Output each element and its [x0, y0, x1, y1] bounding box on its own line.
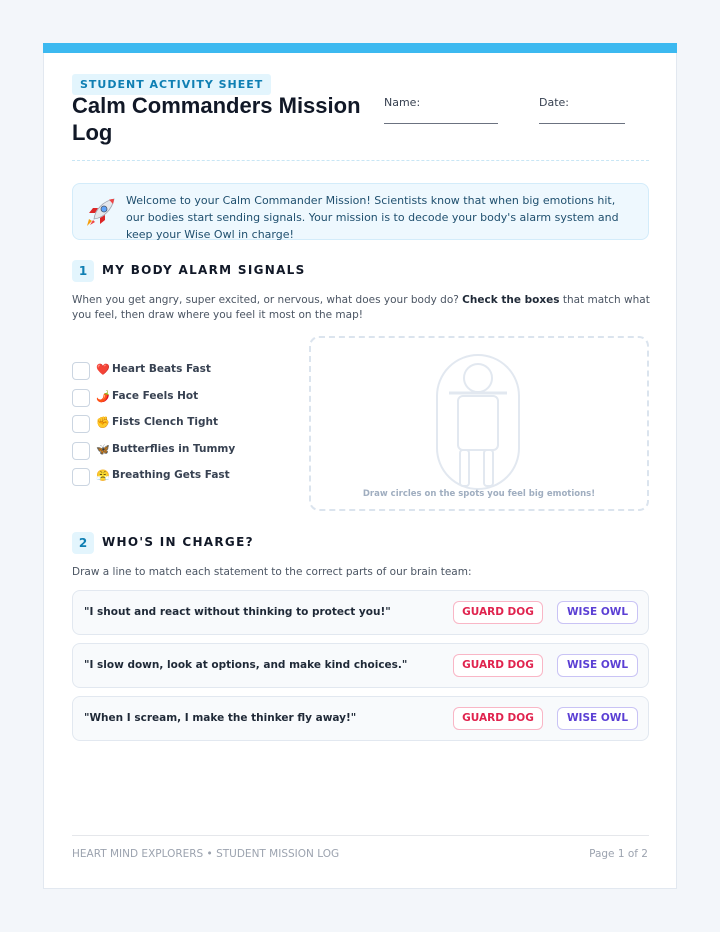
section-number: 1 — [72, 260, 94, 282]
checkbox[interactable] — [72, 442, 90, 460]
checkbox[interactable] — [72, 389, 90, 407]
page-number: Page 1 of 2 — [589, 848, 648, 860]
body-map-drawing-area[interactable] — [309, 336, 649, 511]
section-number: 2 — [72, 532, 94, 554]
guard-dog-option[interactable]: GUARD DOG — [453, 654, 543, 677]
section-1-instructions: When you get angry, super excited, or nervous, what does your body do? Check the boxes that match what you feel, then draw where you feel it most on the map! — [72, 294, 650, 321]
checklist-label: Fists Clench Tight — [112, 416, 218, 428]
match-row — [72, 590, 649, 635]
checklist-label: Breathing Gets Fast — [112, 469, 230, 481]
match-statement: "When I scream, I make the thinker fly away!" — [84, 712, 357, 724]
fist-icon: ✊ — [96, 417, 110, 429]
top-accent-bar — [43, 43, 677, 53]
match-statement: "I shout and react without thinking to protect you!" — [84, 606, 391, 618]
activity-sheet — [43, 43, 677, 889]
match-row — [72, 643, 649, 688]
date-label: Date: — [539, 96, 569, 109]
match-row — [72, 696, 649, 741]
wise-owl-option[interactable]: WISE OWL — [557, 654, 638, 677]
intro-text: Welcome to your Calm Commander Mission! Scientists know that when big emotions hit, our bodies start sending signals. Your mission is to decode your body's alarm system and keep your Wise Owl in charge! — [126, 194, 619, 241]
checkbox[interactable] — [72, 415, 90, 433]
section-title: MY BODY ALARM SIGNALS — [102, 263, 306, 277]
chili-pepper-icon: 🌶️ — [96, 390, 110, 403]
heart-icon: ❤️ — [96, 364, 110, 376]
date-field-line[interactable] — [539, 123, 625, 124]
huffing-face-icon: 😤 — [96, 470, 110, 482]
name-label: Name: — [384, 96, 421, 109]
body-outline-icon — [434, 352, 522, 492]
footer-divider — [72, 835, 649, 836]
guard-dog-option[interactable]: GUARD DOG — [453, 601, 543, 624]
checklist-label: Face Feels Hot — [112, 389, 199, 402]
name-field-line[interactable] — [384, 123, 498, 124]
rocket-icon — [83, 194, 119, 230]
page-title: Calm Commanders Mission Log — [72, 93, 361, 145]
footer-title: HEART MIND EXPLORERS • STUDENT MISSION LOG — [72, 848, 340, 860]
checkbox[interactable] — [72, 362, 90, 380]
butterfly-icon: 🦋 — [96, 443, 110, 456]
header-divider — [72, 160, 649, 161]
body-map-caption: Draw circles on the spots you feel big emotions! — [362, 489, 596, 499]
guard-dog-option[interactable]: GUARD DOG — [453, 707, 543, 730]
section-title: WHO'S IN CHARGE? — [102, 535, 254, 549]
sheet-type-badge: STUDENT ACTIVITY SHEET — [72, 74, 271, 95]
wise-owl-option[interactable]: WISE OWL — [557, 601, 638, 624]
checklist-label: Butterflies in Tummy — [112, 442, 236, 455]
section-2-instructions: Draw a line to match each statement to the correct parts of our brain team: — [72, 566, 472, 578]
checkbox[interactable] — [72, 468, 90, 486]
wise-owl-option[interactable]: WISE OWL — [557, 707, 638, 730]
checklist-label: Heart Beats Fast — [112, 363, 211, 375]
match-statement: "I slow down, look at options, and make kind choices." — [84, 659, 408, 671]
intro-callout — [72, 183, 649, 240]
instruction-emphasis: Check the boxes — [462, 294, 560, 306]
